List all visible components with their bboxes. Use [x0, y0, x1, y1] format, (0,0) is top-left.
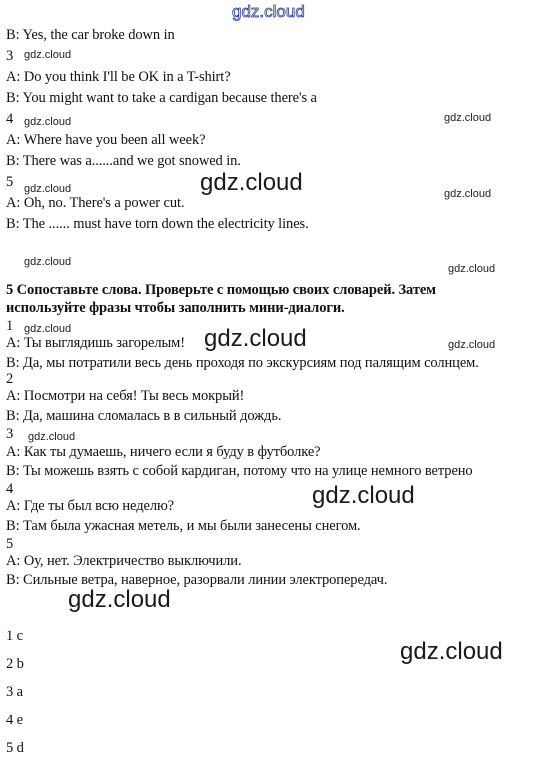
watermark-small: gdz.cloud	[24, 183, 72, 195]
answer-item: 1 c	[6, 628, 24, 644]
watermark-large: gdz.cloud	[312, 482, 415, 509]
dialogue-number: 4	[6, 111, 14, 127]
dialogue-number: 3	[6, 48, 14, 64]
dialogue-line: B: Да, мы потратили весь день проходя по экскурсиям под палящим солнцем.	[6, 355, 479, 371]
watermark-small: gdz.cloud	[448, 339, 496, 351]
answer-item: 3 a	[6, 684, 24, 700]
task-heading-line2: используйте фразы чтобы заполнить мини-диалоги.	[6, 300, 345, 316]
watermark-top: gdz.cloud	[232, 2, 305, 21]
watermark-small: gdz.cloud	[24, 116, 72, 128]
dialogue-line: A: Where have you been all week?	[6, 132, 206, 148]
watermark-small: gdz.cloud	[444, 112, 492, 124]
dialogue-number: 5	[6, 174, 14, 190]
dialogue-line: A: Ты выглядишь загорелым!	[6, 335, 185, 351]
dialogue-line: A: Как ты думаешь, ничего если я буду в футболке?	[6, 444, 321, 460]
dialogue-number: 5	[6, 536, 14, 552]
dialogue-number: 3	[6, 426, 14, 442]
watermark-small: gdz.cloud	[448, 263, 496, 275]
watermark-small: gdz.cloud	[24, 49, 72, 61]
watermark-large: gdz.cloud	[68, 586, 171, 613]
watermark-large: gdz.cloud	[200, 169, 303, 196]
dialogue-line: A: Oh, no. There's a power cut.	[6, 195, 185, 211]
dialogue-line: B: Там была ужасная метель, и мы были занесены снегом.	[6, 518, 361, 534]
dialogue-number: 1	[6, 318, 14, 334]
dialogue-line: B: The ...... must have torn down the electricity lines.	[6, 216, 309, 232]
dialogue-line: A: Где ты был всю неделю?	[6, 498, 175, 514]
watermark-large: gdz.cloud	[204, 325, 307, 352]
watermark-large: gdz.cloud	[400, 638, 503, 665]
dialogue-line: B: Да, машина сломалась в в сильный дождь.	[6, 408, 282, 424]
answer-item: 4 e	[6, 712, 24, 728]
dialogue-line: B: You might want to take a cardigan because there's a	[6, 90, 317, 106]
task-heading-line1: 5 Сопоставьте слова. Проверьте с помощью своих словарей. Затем	[6, 282, 436, 298]
watermark-small: gdz.cloud	[24, 256, 72, 268]
dialogue-line: A: Do you think I'll be OK in a T-shirt?	[6, 69, 231, 85]
answer-item: 5 d	[6, 740, 24, 756]
dialogue-line: B: There was a......and we got snowed in.	[6, 153, 241, 169]
dialogue-line: B: Ты можешь взять с собой кардиган, потому что на улице немного ветрено	[6, 463, 473, 479]
watermark-small: gdz.cloud	[24, 323, 72, 335]
dialogue-number: 4	[6, 481, 14, 497]
dialogue-line: A: Посмотри на себя! Ты весь мокрый!	[6, 388, 245, 404]
dialogue-line: B: Yes, the car broke down in	[6, 27, 175, 43]
dialogue-line: B: Сильные ветра, наверное, разорвали линии электропередач.	[6, 572, 388, 588]
dialogue-line: A: Оу, нет. Электричество выключили.	[6, 553, 242, 569]
dialogue-number: 2	[6, 371, 14, 387]
watermark-small: gdz.cloud	[28, 431, 76, 443]
answer-item: 2 b	[6, 656, 24, 672]
watermark-small: gdz.cloud	[444, 188, 492, 200]
